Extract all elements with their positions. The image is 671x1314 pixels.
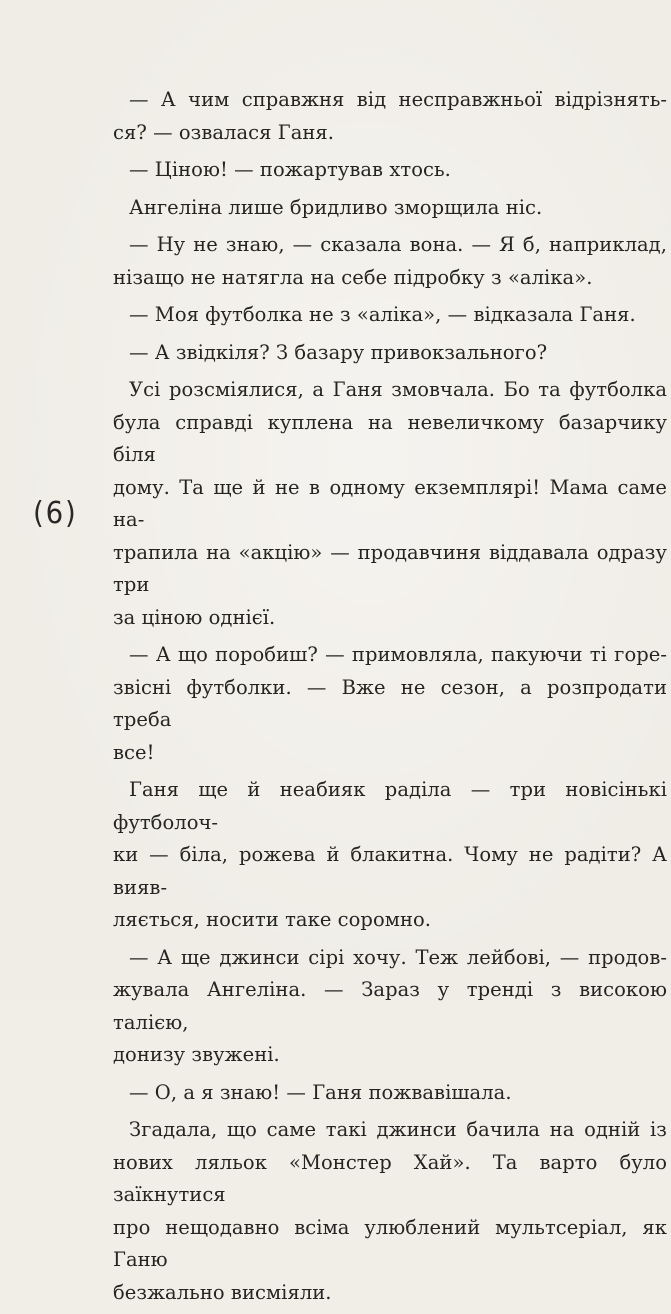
text-line: донизу звужені. [113, 1043, 280, 1066]
text-line: дому. Та ще й не в одному екземплярі! Мама саме на- [113, 475, 667, 531]
paragraph [113, 192, 667, 225]
text-line: Згадала, що саме такі джинси бачила на одній із [129, 1118, 667, 1141]
text-line: нових ляльок «Монстер Хай». Та варто було заїкнутися [113, 1150, 667, 1206]
text-line: — А що поробиш? — примовляла, пакуючи ті горе- [129, 643, 667, 666]
paragraph [113, 1114, 667, 1309]
paragraph [113, 639, 667, 769]
text-line: нізащо не натягла на себе підробку з «аліка». [113, 265, 593, 289]
text-line: Ганя ще й неабияк раділа — три новісінькі футболоч- [113, 778, 667, 834]
text-line: була справді куплена на невеличкому базарчику біля [113, 410, 667, 466]
text-line: Усі розсміялися, а Ганя змовчала. Бо та футболка [129, 378, 667, 401]
paragraph [113, 154, 667, 187]
paragraph [113, 774, 667, 937]
text-line: безжально висміяли. [113, 1280, 332, 1304]
paragraph [113, 374, 667, 634]
text-line: все! [113, 740, 155, 764]
paragraph [113, 299, 667, 332]
paragraph [113, 942, 667, 1072]
paragraph [113, 229, 667, 294]
paragraph [113, 1077, 667, 1110]
text-line: — Ну не знаю, — сказала вона. — Я б, наприклад, [129, 233, 667, 256]
text-column [113, 84, 667, 1314]
text-line: за ціною однієї. [113, 605, 276, 629]
text-line: ляється, носити таке соромно. [113, 908, 432, 931]
text-line: Ангеліна лише бридливо зморщила ніс. [129, 195, 543, 219]
text-line: — А ще джинси сірі хочу. Теж лейбові, — продов- [129, 945, 667, 969]
text-line: про нещодавно всіма улюблений мультсеріал, як Ганю [113, 1215, 667, 1271]
text-line: — Моя футболка не з «аліка», — відказала Ганя. [129, 303, 636, 326]
text-line: звісні футболки. — Вже не сезон, а розпродати треба [113, 675, 667, 731]
paragraph [113, 337, 667, 370]
text-line: — Ціною! — пожартував хтось. [129, 158, 451, 181]
text-line: — О, а я знаю! — Ганя пожвавішала. [129, 1080, 512, 1104]
text-line: — А чим справжня від несправжньої відрізнять- [129, 88, 667, 111]
text-line: жувала Ангеліна. — Зараз у тренді з високою талією, [113, 978, 667, 1034]
margin-page-note: (6) [33, 496, 78, 531]
text-line: — А звідкіля? З базару привокзального? [129, 340, 548, 364]
text-line: трапила на «акцію» — продавчиня віддавала одразу три [113, 540, 667, 596]
paragraph [113, 84, 667, 149]
text-line: ки — біла, рожева й блакитна. Чому не радіти? А вияв- [113, 843, 667, 899]
text-line: ся? — озвалася Ганя. [113, 120, 335, 144]
